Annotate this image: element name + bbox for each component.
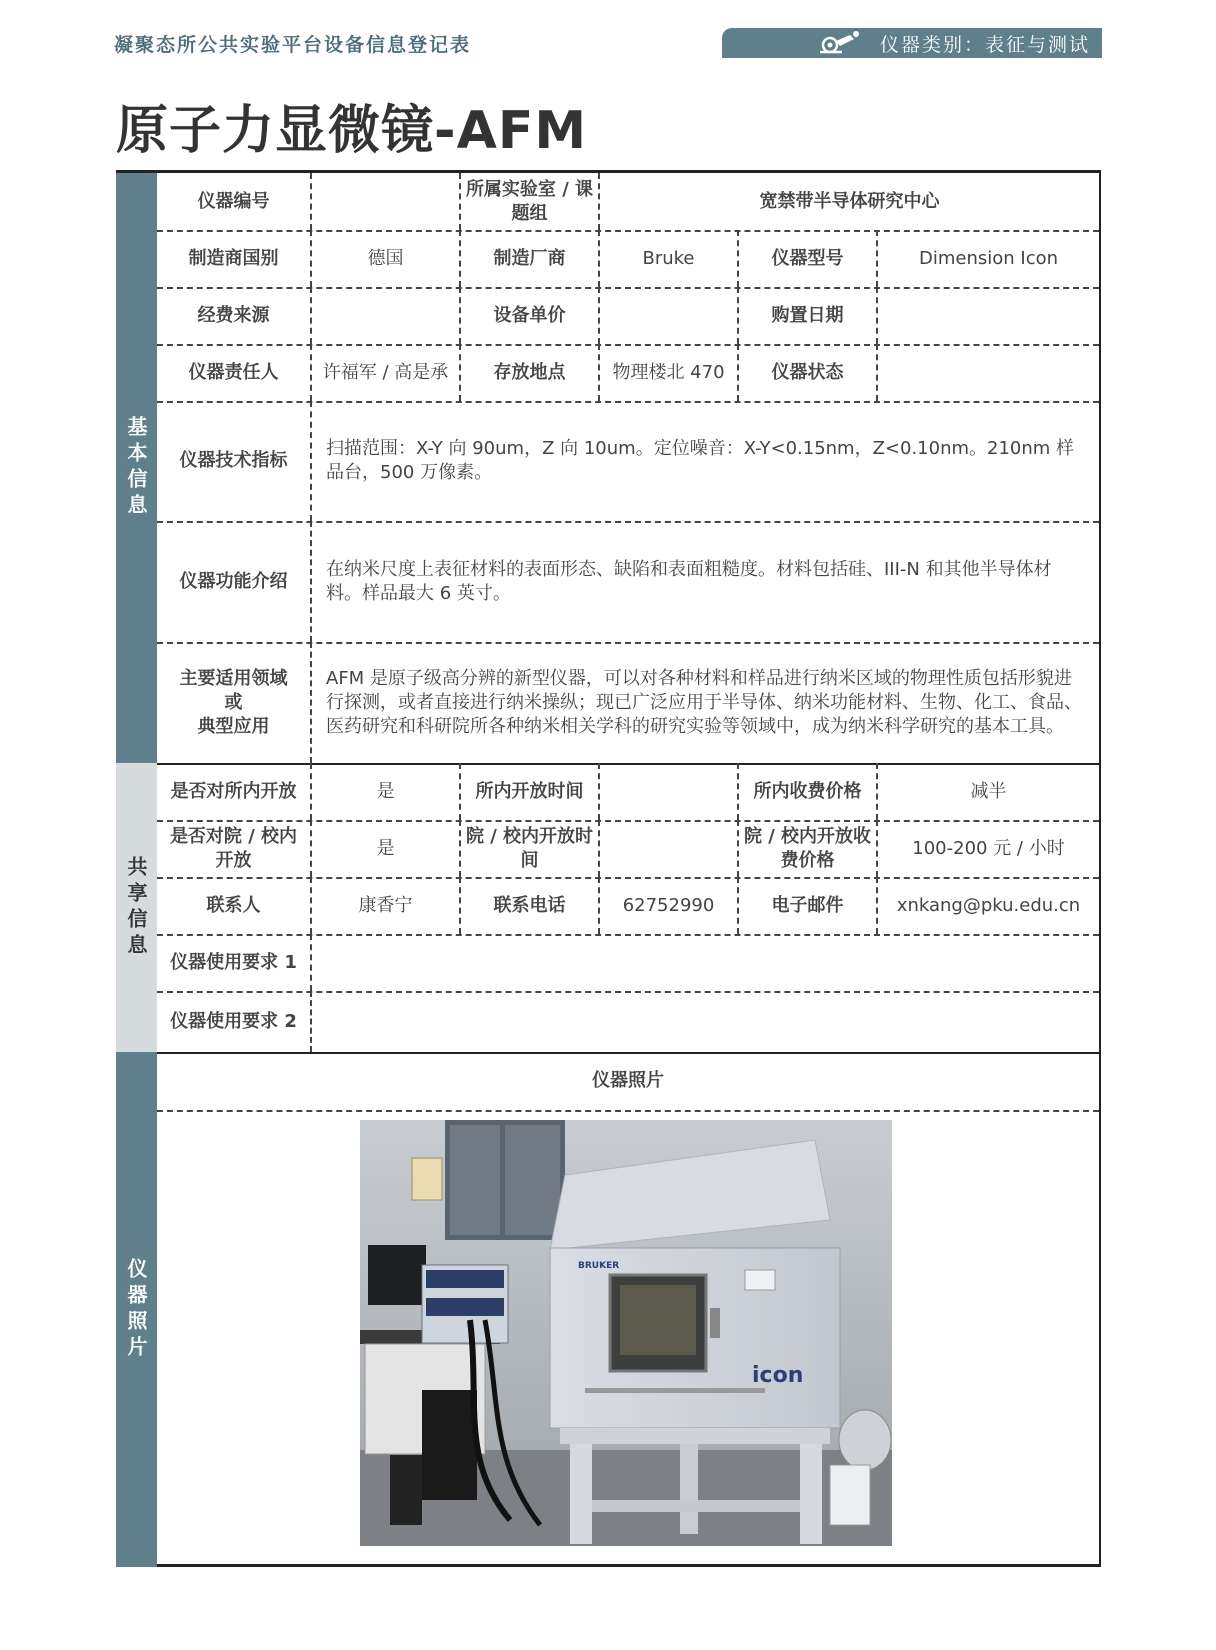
table-row [157, 344, 1099, 403]
inside-time-label: 所内开放时间 [461, 763, 600, 820]
table-row [157, 820, 1099, 879]
spec-value: 扫描范围：X-Y 向 90um，Z 向 10um。定位噪音：X-Y<0.15nm，Z<0.10nm。210nm 样品台，500 万像素。 [326, 438, 1075, 483]
lab-value: 宽禁带半导体研究中心 [759, 190, 940, 212]
table-row [157, 763, 1099, 822]
open-campus-value: 是 [312, 820, 461, 877]
inside-time-value [600, 763, 739, 820]
function-value: 在纳米尺度上表征材料的表面形态、缺陷和表面粗糙度。材料包括硅、III-N 和其他半导体材料。样品最大 6 英寸。 [326, 558, 1052, 604]
inside-fee-value: 减半 [970, 780, 1007, 802]
table-row [157, 991, 1099, 1054]
fund-value [312, 287, 461, 344]
open-inside-value: 是 [312, 763, 461, 820]
svg-text:icon: icon [752, 1363, 804, 1388]
campus-fee-value: 100-200 元 / 小时 [912, 837, 1065, 859]
country-label: 制造商国别 [157, 230, 312, 287]
table-row [157, 521, 1099, 644]
spec-label: 仪器技术指标 [157, 401, 312, 521]
email-value: xnkang@pku.edu.cn [896, 894, 1081, 916]
application-label: 主要适用领域 或 典型应用 [157, 642, 312, 763]
photo-label: 仪器照片 [592, 1070, 664, 1091]
instrument-no-label: 仪器编号 [157, 173, 312, 230]
requirement-2-label: 仪器使用要求 2 [157, 991, 312, 1052]
model-label: 仪器型号 [739, 230, 878, 287]
model-value: Dimension Icon [918, 247, 1059, 269]
date-label: 购置日期 [739, 287, 878, 344]
table-row [157, 934, 1099, 993]
table-row [157, 642, 1099, 765]
microscope-icon [816, 30, 862, 56]
table-row [157, 287, 1099, 346]
table-row [157, 401, 1099, 523]
requirement-2-value [312, 991, 1099, 1052]
requirement-1-label: 仪器使用要求 1 [157, 934, 312, 991]
inside-fee-label: 所内收费价格 [739, 763, 878, 820]
contact-value: 康香宁 [312, 877, 461, 934]
date-value [878, 287, 1099, 344]
maker-label: 制造厂商 [461, 230, 600, 287]
svg-text:BRUKER: BRUKER [578, 1261, 620, 1271]
page-title: 原子力显微镜-AFM [116, 101, 588, 161]
price-value [600, 287, 739, 344]
function-label: 仪器功能介绍 [157, 521, 312, 642]
open-inside-label: 是否对所内开放 [157, 763, 312, 820]
instrument-no-value [312, 173, 461, 230]
category-label: 仪器类别：表征与测试 [879, 33, 1090, 56]
campus-time-label: 院 / 校内开放时间 [461, 820, 600, 877]
section-basic: 基本信息 [116, 173, 157, 763]
status-value [878, 344, 1099, 401]
application-value: AFM 是原子级高分辨的新型仪器，可以对各种材料和样品进行纳米区域的物理性质包括形貌进行探测，或者直接进行纳米操纵；现已广泛应用于半导体、纳米功能材料、生物、化工、食品、医药研究和科研院所各种纳米相关学科的研究实验等领域中，成为纳米科学研究的基本工具。 [326, 667, 1082, 737]
phone-label: 联系电话 [461, 877, 600, 934]
table-row [157, 173, 1099, 232]
price-label: 设备单价 [461, 287, 600, 344]
status-label: 仪器状态 [739, 344, 878, 401]
maker-value: Bruke [600, 230, 739, 287]
owner-value: 许福军 / 高是承 [312, 344, 461, 401]
lab-label: 所属实验室 / 课题组 [461, 173, 600, 230]
fund-label: 经费来源 [157, 287, 312, 344]
campus-time-value [600, 820, 739, 877]
campus-fee-label: 院 / 校内开放收费价格 [739, 820, 878, 877]
requirement-1-value [312, 934, 1099, 991]
phone-value: 62752990 [600, 877, 739, 934]
section-share: 共享信息 [116, 763, 157, 1052]
location-value: 物理楼北 470 [600, 344, 739, 401]
instrument-photo [360, 1120, 892, 1546]
open-campus-label: 是否对院 / 校内开放 [157, 820, 312, 877]
section-photo: 仪器照片 [116, 1052, 157, 1567]
org-title: 凝聚态所公共实验平台设备信息登记表 [114, 34, 472, 56]
category-tab [722, 28, 1102, 58]
location-label: 存放地点 [461, 344, 600, 401]
email-label: 电子邮件 [739, 877, 878, 934]
owner-label: 仪器责任人 [157, 344, 312, 401]
country-value: 德国 [312, 230, 461, 287]
contact-label: 联系人 [157, 877, 312, 934]
table-row [157, 1052, 1099, 1112]
table-row [157, 230, 1099, 289]
table-row [157, 877, 1099, 936]
